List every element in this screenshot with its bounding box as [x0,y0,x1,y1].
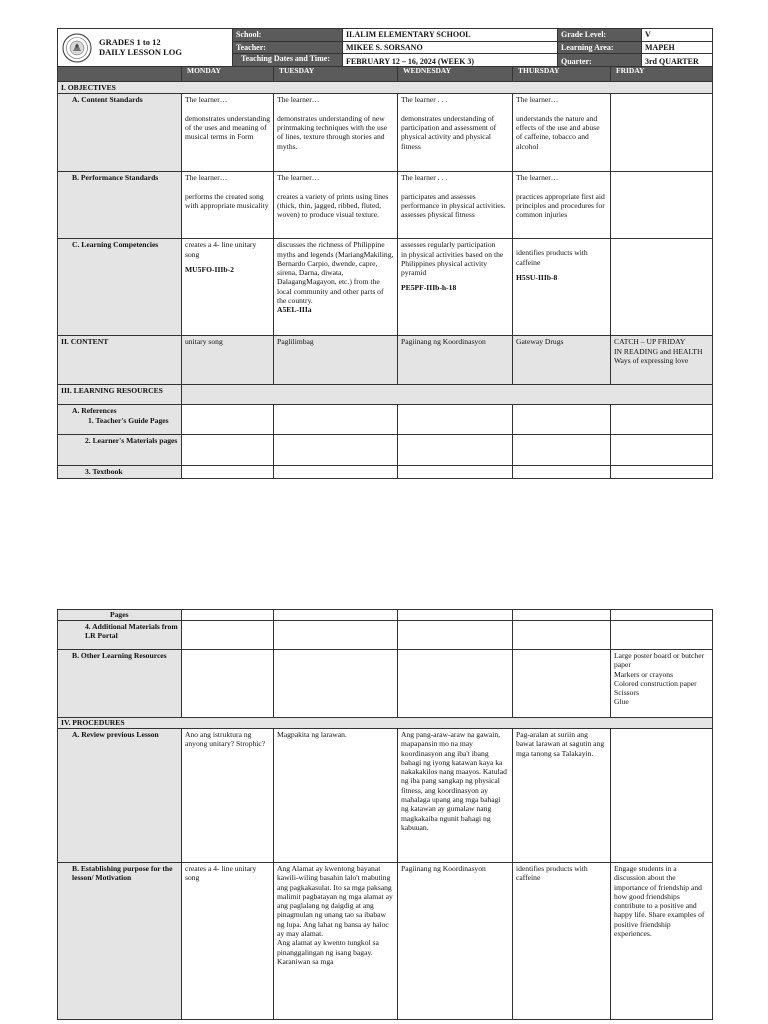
review-fri [611,729,713,863]
lr-portal-fri [611,621,713,650]
day-header-table [57,66,713,82]
competency-code: MU5FO-IIIb-2 [185,264,234,274]
references-label: A. References [72,406,117,416]
day-header-friday: FRIDAY [611,67,713,82]
lr-portal-mon [182,621,274,650]
day-header-thursday: THURSDAY [513,67,611,82]
resources-label: III. LEARNING RESOURCES [58,385,182,405]
header-logo-cell [58,29,233,69]
resources-merged-cell [182,385,713,405]
performance-standards-thu: The learner… practices appropriate first aid principles and procedures for common injuries [513,172,611,239]
competency-code: PE5PF-IIIb-h-18 [401,283,457,293]
lr-portal-label: 4. Additional Materials from LR Portal [58,621,182,650]
lr-portal-thu [513,621,611,650]
performance-standards-tue: The learner… creates a variety of prints using lines (thick, thin, jagged, ribbed, fluted, woven) to produce visual texture. [274,172,398,239]
teacher-value: MIKEE S. SORSANO [343,41,558,54]
content-fri: CATCH – UP FRIDAY IN READING and HEALTH Ways of expressing love [611,336,713,385]
content-standards-wed: The learner . . . demonstrates understanding of participation and assessment of physical activity and physical fitness [398,94,513,172]
learners-materials-mon [182,435,274,466]
review-label: A. Review previous Lesson [58,729,182,863]
textbook-tue [274,466,398,478]
quarter-label: Quarter: [558,54,642,69]
teachers-guide-tue [274,405,398,435]
textbook-label: 3. Textbook [58,466,182,478]
teachers-guide-thu [513,405,611,435]
other-resources-thu [513,650,611,718]
review-mon: Ano ang istruktura ng anyong unitary? Strophic? [182,729,274,863]
learners-materials-wed [398,435,513,466]
purpose-label: B. Establishing purpose for the lesson/ Motivation [58,863,182,1020]
day-header-wednesday: WEDNESDAY [398,67,513,82]
content-thu: Gateway Drugs [513,336,611,385]
textbook-wed [398,466,513,478]
review-tue: Magpakita ng larawan. [274,729,398,863]
textbook-pages-label: Pages [58,610,182,621]
review-thu: Pag-aralan at suriin ang bawat larawan at sagutin ang mga tanong sa Talakayin. [513,729,611,863]
competencies-thu: identifies products with caffeine H5SU-IIIb-8 [513,239,611,336]
day-header-tuesday: TUESDAY [274,67,398,82]
textbook-pages-wed [398,610,513,621]
area-value: MAPEH [642,41,713,54]
header-table [57,28,713,69]
teachers-guide-fri [611,405,713,435]
other-resources-label: B. Other Learning Resources [58,650,182,718]
review-wed: Ang pang-araw-araw na gawain, mapapansin mo na may koordinasyon ang iba't ibang bahagi ng iyong katawan kaya ka nakakakilos nang maayos. Katulad ng iba pang sangkap ng physical fitness, ang koordinasyon ay mahalaga upang ang mga bahagi ng katawan ay gumalaw nang magkakaiba ngunit bahagi ng kabuuan. [398,729,513,863]
learners-materials-label: 2. Learner's Materials pages [58,435,182,466]
school-value: ILALIM ELEMENTARY SCHOOL [343,29,558,42]
teachers-guide-mon [182,405,274,435]
content-standards-mon: The learner… demonstrates understanding of the uses and meaning of musical terms in Form [182,94,274,172]
purpose-mon: creates a 4- line unitary song [182,863,274,1020]
textbook-pages-tue [274,610,398,621]
content-standards-label: A. Content Standards [58,94,182,172]
learners-materials-tue [274,435,398,466]
textbook-pages-mon [182,610,274,621]
objectives-heading: I. OBJECTIVES [58,82,713,94]
content-mon: unitary song [182,336,274,385]
content-standards-fri [611,94,713,172]
other-resources-fri: Large poster board or butcher paper Markers or crayons Colored construction paper Scissors Glue [611,650,713,718]
competency-code: H5SU-IIIb-8 [516,272,558,282]
purpose-thu: identifies products with caffeine [513,863,611,1020]
other-resources-tue [274,650,398,718]
competencies-mon: creates a 4- line unitary song MU5FO-IIIb-2 [182,239,274,336]
content-standards-tue: The learner… demonstrates understanding of new printmaking techniques with the use of lines, texture through stories and myths. [274,94,398,172]
purpose-fri: Engage students in a discussion about the importance of friendship and how good friendships contribute to a positive and happy life. Share examples of positive friendship experiences. [611,863,713,1020]
textbook-pages-thu [513,610,611,621]
school-label: School: [233,29,343,42]
grade-label: Grade Level: [558,29,642,42]
textbook-pages-fri [611,610,713,621]
teacher-label: Teacher: [233,41,343,54]
dates-label: Teaching Dates and Time: [233,54,343,69]
textbook-fri [611,466,713,478]
competency-code: A5EL-IIIa [277,305,312,315]
purpose-wed: Pagiinang ng Koordinasyon [398,863,513,1020]
lr-portal-wed [398,621,513,650]
textbook-thu [513,466,611,478]
performance-standards-label: B. Performance Standards [58,172,182,239]
textbook-mon [182,466,274,478]
quarter-value: 3rd QUARTER [642,54,713,69]
content-standards-thu: The learner… understands the nature and effects of the use and abuse of caffeine, tobacco and alcohol [513,94,611,172]
teachers-guide-wed [398,405,513,435]
lesson-table-part-2 [57,609,713,1020]
lesson-table-part-1 [57,81,713,479]
performance-standards-wed: The learner . . . participates and assesses performance in physical activities. assesses physical fitness [398,172,513,239]
competencies-wed: assesses regularly participation in physical activities based on the Philippines physical activity pyramid PE5PF-IIIb-h-18 [398,239,513,336]
other-resources-mon [182,650,274,718]
day-header-monday: MONDAY [182,67,274,82]
competencies-tue: discusses the richness of Philippine myths and legends (MariangMakiling, Bernardo Carpio, dwende, capre, sirena, Darna, diwata, DalagangMagayon, etc.) from the local community and other parts of the country. A5EL-IIIa [274,239,398,336]
competencies-label: C. Learning Competencies [58,239,182,336]
lr-portal-tue [274,621,398,650]
other-resources-wed [398,650,513,718]
purpose-tue: Ang Alamat ay kwentong bayanat kawili-wiling basahin lalo't mabuting ang pagkakasulat. Ito sa mga paksang malimit pagbatayan ng mga alamat ay ang paglalang ng daigdig at ang pinagmulan ng unang tao sa ibabaw ng lupa. Ang lahat ng bansa ay haloc ay may alamat. Ang alamat ay kwento tungkol sa pinanggalingan ng isang bagay. Karaniwan sa mga [274,863,398,1020]
grade-value: V [642,29,713,42]
procedures-heading: IV. PROCEDURES [58,718,713,729]
teachers-guide-label: 1. Teacher's Guide Pages [88,415,169,425]
day-header-blank [58,67,182,82]
performance-standards-fri [611,172,713,239]
content-wed: Pagiinang ng Koordinasyon [398,336,513,385]
title-line-2: DAILY LESSON LOG [99,47,182,57]
learners-materials-fri [611,435,713,466]
competencies-fri [611,239,713,336]
references-cell [58,405,182,435]
title-line-1: GRADES 1 to 12 [99,37,161,47]
area-label: Learning Area: [558,41,642,54]
dates-value: FEBRUARY 12 – 16, 2024 (WEEK 3) [343,54,558,69]
performance-standards-mon: The learner… performs the created song with appropriate musicality [182,172,274,239]
content-tue: Paglilimbag [274,336,398,385]
content-label: II. CONTENT [58,336,182,385]
learners-materials-thu [513,435,611,466]
deped-seal-icon [62,33,92,63]
